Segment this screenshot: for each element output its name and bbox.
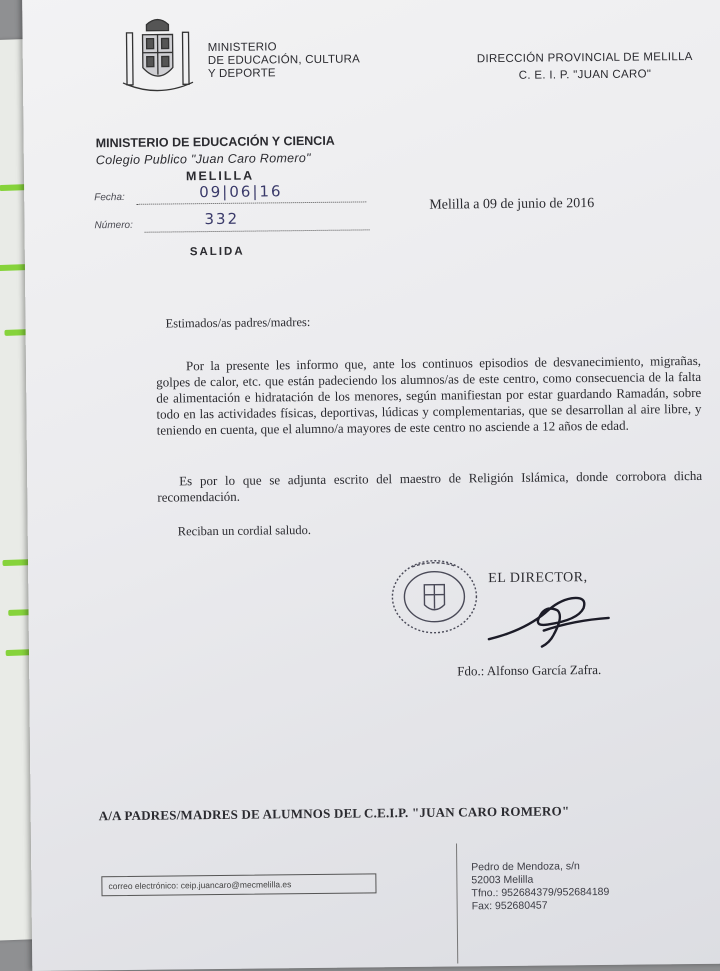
- stamp-school: Colegio Publico "Juan Caro Romero": [96, 149, 376, 169]
- ceip-name: C. E. I. P. "JUAN CARO": [460, 66, 710, 86]
- ministry-heading: [208, 40, 361, 81]
- direccion-provincial: DIRECCIÓN PROVINCIAL DE MELILLA: [460, 49, 710, 69]
- greeting: Estimados/as padres/madres:: [165, 315, 310, 332]
- letter-date: Melilla a 09 de junio de 2016: [429, 196, 594, 214]
- salida-label: SALIDA: [190, 246, 245, 259]
- numero-line: [144, 215, 369, 232]
- signer-title: EL DIRECTOR,: [488, 570, 588, 587]
- email-box: correo electrónico: ceip.juancaro@mecmelilla.es: [101, 873, 376, 896]
- address-line: 52003 Melilla: [471, 873, 609, 887]
- coat-of-arms-icon: [118, 12, 197, 97]
- stamp-ministry: MINISTERIO DE EDUCACIÓN Y CIENCIA: [96, 132, 376, 152]
- signed-by: Fdo.: Alfonso García Zafra.: [457, 662, 601, 680]
- addressee-line: A/A PADRES/MADRES DE ALUMNOS DEL C.E.I.P. "JUAN CARO ROMERO": [99, 803, 570, 824]
- ministry-line: MINISTERIO: [208, 40, 360, 55]
- address-line: Fax: 952680457: [472, 899, 610, 913]
- address-line: Pedro de Mendoza, s/n: [471, 860, 609, 874]
- closing: Reciban un cordial saludo.: [178, 523, 311, 539]
- fecha-value: 09|06|16: [199, 182, 283, 201]
- numero-value: 332: [204, 210, 239, 228]
- ministry-line: DE EDUCACIÓN, CULTURA: [208, 53, 360, 68]
- school-seal-icon: [388, 556, 481, 637]
- letter-sheet: [22, 0, 720, 971]
- stamp-city: MELILLA: [96, 166, 376, 186]
- footer-divider: [456, 843, 458, 963]
- registry-stamp: [96, 132, 377, 186]
- address-line: Tfno.: 952684379/952684189: [471, 886, 609, 900]
- numero-row: [94, 215, 374, 218]
- body-paragraph-2: Es por lo que se adjunta escrito del maestro de Religión Islámica, donde corrobora dicha recomendación.: [157, 468, 702, 506]
- school-address: [471, 860, 609, 913]
- fecha-label: Fecha:: [94, 192, 125, 203]
- numero-label: Número:: [94, 220, 132, 231]
- provincial-direction: [460, 49, 710, 86]
- fecha-row: [94, 187, 374, 190]
- body-paragraph-1: Por la presente les informo que, ante los continuos episodios de desvanecimiento, migrañas, golpes de calor, etc. que están padeciendo los alumnos/as de este centro, como consecuencia de la falta de alimentación e hidratación de los menores, según manifiestan por estar guardando Ramadán, sobre todo en las actividades físicas, deportivas, lúdicas y complementarias, que se desarrollan al aire libre, y teniendo en cuenta, que el alumno/a mayores de este centro no asciende a 12 años de edad.: [156, 353, 702, 439]
- signature-icon: [483, 590, 614, 651]
- ministry-line: Y DEPORTE: [208, 66, 360, 81]
